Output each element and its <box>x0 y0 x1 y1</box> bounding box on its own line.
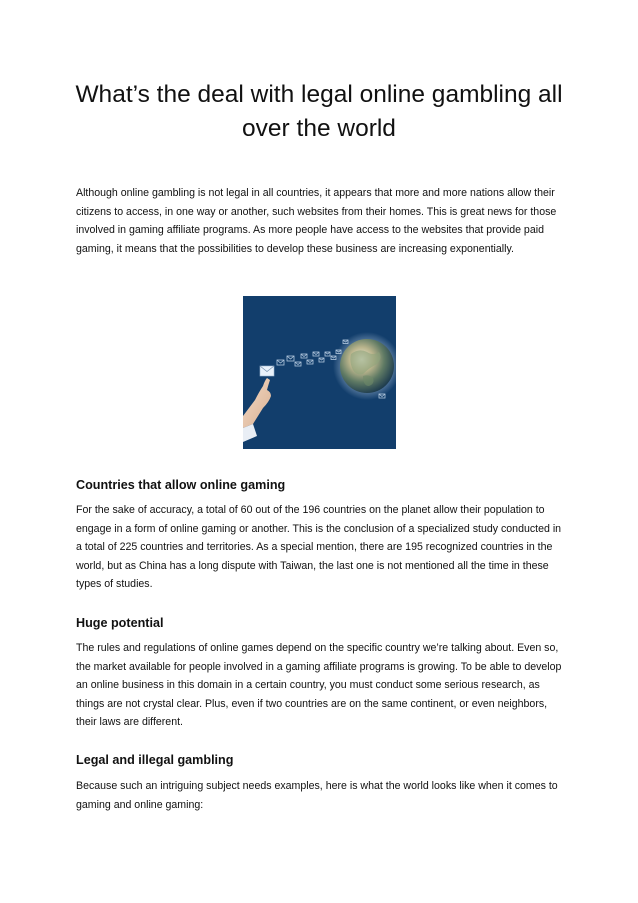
globe-email-illustration <box>243 296 396 449</box>
section-body-legal: Because such an intriguing subject needs examples, here is what the world looks like when it comes to gaming and online gaming: <box>76 780 558 811</box>
section-heading-legal: Legal and illegal gambling <box>76 753 234 767</box>
section-body-countries: For the sake of accuracy, a total of 60 out of the 196 countries on the planet allow their population to engage in a form of online gaming or another. This is the conclusion of a specialized study conducted in a total of 225 countries and territories. As a special mention, there are 195 recognized countries in the world, but as China has a long dispute with Taiwan, the last one is not mentioned all the time in these types of studies. <box>76 504 562 591</box>
intro-paragraph: Although online gambling is not legal in all countries, it appears that more and more nations allow their citizens to access, in one way or another, such websites from their homes. This is great news for those involved in gaming affiliate programs. As more people have access to the websites that provide paid gaming, it means that the possibilities to develop these business are increasing exponentially. <box>76 187 557 255</box>
envelope-icon <box>260 366 274 376</box>
section-heading-countries: Countries that allow online gaming <box>76 478 286 492</box>
document-title: What’s the deal with legal online gambling all over the world <box>75 81 563 142</box>
section-body-potential: The rules and regulations of online games depend on the specific country we’re talking about. Even so, the market available for people involved in a gaming affiliate programs is growing. To be able to develop an online business in this domain in a certain country, you must conduct some serious research, as things are not crystal clear. Plus, even if two countries are on the same continent, or even neighbors, their laws are different. <box>76 642 562 729</box>
section-heading-potential: Huge potential <box>76 616 164 630</box>
